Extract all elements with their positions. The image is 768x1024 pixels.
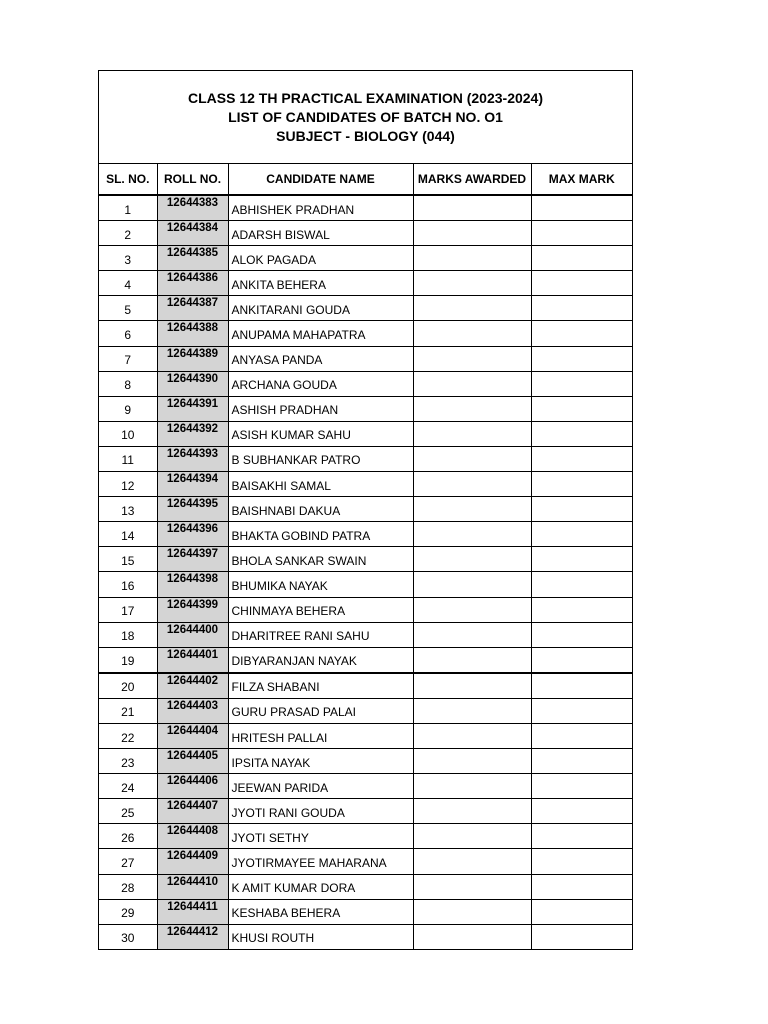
roll-no-cell: 12644398	[157, 572, 228, 597]
marks-awarded-cell[interactable]	[413, 522, 531, 547]
marks-awarded-cell[interactable]	[413, 572, 531, 597]
table-row	[99, 271, 632, 296]
table-row	[99, 346, 632, 371]
roll-no-cell: 12644395	[157, 497, 228, 522]
marks-awarded-cell[interactable]	[413, 196, 531, 221]
candidate-name-cell: BHUMIKA NAYAK	[228, 572, 413, 597]
table-row	[99, 522, 632, 547]
candidate-name-cell: ANKITA BEHERA	[228, 271, 413, 296]
max-mark-cell[interactable]	[531, 246, 632, 271]
sl-no-cell: 1	[99, 196, 157, 221]
marks-awarded-cell[interactable]	[413, 246, 531, 271]
marks-awarded-cell[interactable]	[413, 874, 531, 899]
subject-title: SUBJECT - BIOLOGY (044)	[276, 127, 455, 144]
candidate-name-cell: ANYASA PANDA	[228, 346, 413, 371]
table-row	[99, 446, 632, 471]
roll-no-cell: 12644388	[157, 321, 228, 346]
roll-no-cell: 12644394	[157, 472, 228, 497]
sheet-header	[99, 71, 632, 164]
candidate-name-cell: BAISHNABI DAKUA	[228, 497, 413, 522]
candidate-name-cell: B SUBHANKAR PATRO	[228, 446, 413, 471]
table-row	[99, 698, 632, 723]
max-mark-cell[interactable]	[531, 321, 632, 346]
max-mark-cell[interactable]	[531, 723, 632, 748]
sl-no-cell: 15	[99, 547, 157, 572]
table-row	[99, 472, 632, 497]
max-mark-cell[interactable]	[531, 622, 632, 647]
sl-no-cell: 20	[99, 673, 157, 699]
roll-no-cell: 12644411	[157, 899, 228, 924]
sl-no-cell: 7	[99, 346, 157, 371]
roll-no-cell: 12644386	[157, 271, 228, 296]
candidate-name-cell: DHARITREE RANI SAHU	[228, 622, 413, 647]
max-mark-cell[interactable]	[531, 899, 632, 924]
marks-awarded-cell[interactable]	[413, 673, 531, 699]
marks-awarded-cell[interactable]	[413, 371, 531, 396]
marks-awarded-cell[interactable]	[413, 824, 531, 849]
max-mark-cell[interactable]	[531, 446, 632, 471]
table-row	[99, 774, 632, 799]
max-mark-cell[interactable]	[531, 799, 632, 824]
table-header-row	[99, 164, 632, 195]
roll-no-cell: 12644399	[157, 597, 228, 622]
marks-awarded-cell[interactable]	[413, 749, 531, 774]
candidate-name-cell: KESHABA BEHERA	[228, 899, 413, 924]
sl-no-cell: 13	[99, 497, 157, 522]
max-mark-cell[interactable]	[531, 874, 632, 899]
max-mark-cell[interactable]	[531, 673, 632, 699]
marks-awarded-cell[interactable]	[413, 321, 531, 346]
roll-no-cell: 12644404	[157, 723, 228, 748]
candidate-name-cell: JYOTI RANI GOUDA	[228, 799, 413, 824]
candidate-name-cell: HRITESH PALLAI	[228, 723, 413, 748]
candidate-name-cell: ABHISHEK PRADHAN	[228, 196, 413, 221]
table-row	[99, 196, 632, 221]
max-mark-cell[interactable]	[531, 221, 632, 246]
roll-no-cell: 12644383	[157, 196, 228, 221]
marks-awarded-cell[interactable]	[413, 647, 531, 673]
sl-no-cell: 11	[99, 446, 157, 471]
sl-no-cell: 14	[99, 522, 157, 547]
candidate-name-cell: BAISAKHI SAMAL	[228, 472, 413, 497]
table-row	[99, 799, 632, 824]
column-header-marks-awarded: MARKS AWARDED	[413, 164, 531, 195]
marks-awarded-cell[interactable]	[413, 346, 531, 371]
table-row	[99, 622, 632, 647]
candidate-name-cell: GURU PRASAD PALAI	[228, 698, 413, 723]
sl-no-cell: 23	[99, 749, 157, 774]
sl-no-cell: 21	[99, 698, 157, 723]
max-mark-cell[interactable]	[531, 371, 632, 396]
max-mark-cell[interactable]	[531, 647, 632, 673]
table-row	[99, 497, 632, 522]
candidate-name-cell: FILZA SHABANI	[228, 673, 413, 699]
table-row	[99, 597, 632, 622]
candidate-name-cell: IPSITA NAYAK	[228, 749, 413, 774]
roll-no-cell: 12644408	[157, 824, 228, 849]
roll-no-cell: 12644387	[157, 296, 228, 321]
candidate-name-cell: ASISH KUMAR SAHU	[228, 421, 413, 446]
roll-no-cell: 12644396	[157, 522, 228, 547]
table-body	[99, 195, 632, 949]
column-header-sl-no: SL. NO.	[99, 164, 157, 195]
roll-no-cell: 12644405	[157, 749, 228, 774]
column-header-candidate-name: CANDIDATE NAME	[228, 164, 413, 195]
table-row	[99, 924, 632, 949]
candidate-name-cell: ANUPAMA MAHAPATRA	[228, 321, 413, 346]
roll-no-cell: 12644400	[157, 622, 228, 647]
candidate-name-cell: ALOK PAGADA	[228, 246, 413, 271]
candidate-name-cell: KHUSI ROUTH	[228, 924, 413, 949]
sl-no-cell: 19	[99, 647, 157, 673]
sl-no-cell: 24	[99, 774, 157, 799]
marks-awarded-cell[interactable]	[413, 396, 531, 421]
sl-no-cell: 28	[99, 874, 157, 899]
roll-no-cell: 12644393	[157, 446, 228, 471]
max-mark-cell[interactable]	[531, 196, 632, 221]
sl-no-cell: 3	[99, 246, 157, 271]
roll-no-cell: 12644384	[157, 221, 228, 246]
max-mark-cell[interactable]	[531, 472, 632, 497]
max-mark-cell[interactable]	[531, 849, 632, 874]
roll-no-cell: 12644407	[157, 799, 228, 824]
marks-awarded-cell[interactable]	[413, 271, 531, 296]
sl-no-cell: 22	[99, 723, 157, 748]
roll-no-cell: 12644412	[157, 924, 228, 949]
roll-no-cell: 12644410	[157, 874, 228, 899]
max-mark-cell[interactable]	[531, 547, 632, 572]
candidate-name-cell: CHINMAYA BEHERA	[228, 597, 413, 622]
exam-title: CLASS 12 TH PRACTICAL EXAMINATION (2023-2024)	[188, 89, 543, 106]
roll-no-cell: 12644406	[157, 774, 228, 799]
table-row	[99, 899, 632, 924]
max-mark-cell[interactable]	[531, 271, 632, 296]
max-mark-cell[interactable]	[531, 924, 632, 949]
max-mark-cell[interactable]	[531, 749, 632, 774]
max-mark-cell[interactable]	[531, 572, 632, 597]
max-mark-cell[interactable]	[531, 597, 632, 622]
table-row	[99, 296, 632, 321]
marks-awarded-cell[interactable]	[413, 497, 531, 522]
sl-no-cell: 18	[99, 622, 157, 647]
table-row	[99, 849, 632, 874]
sl-no-cell: 26	[99, 824, 157, 849]
marks-awarded-cell[interactable]	[413, 899, 531, 924]
batch-title: LIST OF CANDIDATES OF BATCH NO. O1	[228, 108, 503, 125]
table-row	[99, 572, 632, 597]
sl-no-cell: 17	[99, 597, 157, 622]
candidate-name-cell: ASHISH PRADHAN	[228, 396, 413, 421]
candidate-name-cell: BHOLA SANKAR SWAIN	[228, 547, 413, 572]
sl-no-cell: 4	[99, 271, 157, 296]
roll-no-cell: 12644392	[157, 421, 228, 446]
table-row	[99, 647, 632, 673]
table-row	[99, 421, 632, 446]
roll-no-cell: 12644397	[157, 547, 228, 572]
max-mark-cell[interactable]	[531, 522, 632, 547]
candidate-name-cell: JEEWAN PARIDA	[228, 774, 413, 799]
sl-no-cell: 10	[99, 421, 157, 446]
marks-awarded-cell[interactable]	[413, 849, 531, 874]
marks-awarded-cell[interactable]	[413, 421, 531, 446]
roll-no-cell: 12644390	[157, 371, 228, 396]
sl-no-cell: 25	[99, 799, 157, 824]
candidate-name-cell: ANKITARANI GOUDA	[228, 296, 413, 321]
marks-awarded-cell[interactable]	[413, 296, 531, 321]
sl-no-cell: 29	[99, 899, 157, 924]
marks-awarded-cell[interactable]	[413, 924, 531, 949]
roll-no-cell: 12644401	[157, 647, 228, 673]
max-mark-cell[interactable]	[531, 296, 632, 321]
roll-no-cell: 12644409	[157, 849, 228, 874]
table-row	[99, 396, 632, 421]
column-header-max-mark: MAX MARK	[531, 164, 632, 195]
marks-awarded-cell[interactable]	[413, 774, 531, 799]
roll-no-cell: 12644403	[157, 698, 228, 723]
sl-no-cell: 12	[99, 472, 157, 497]
column-header-roll-no: ROLL NO.	[157, 164, 228, 195]
table-row	[99, 246, 632, 271]
candidate-name-cell: JYOTIRMAYEE MAHARANA	[228, 849, 413, 874]
max-mark-cell[interactable]	[531, 346, 632, 371]
max-mark-cell[interactable]	[531, 396, 632, 421]
marks-awarded-cell[interactable]	[413, 547, 531, 572]
table-row	[99, 874, 632, 899]
roll-no-cell: 12644389	[157, 346, 228, 371]
max-mark-cell[interactable]	[531, 698, 632, 723]
roll-no-cell: 12644385	[157, 246, 228, 271]
candidate-table	[99, 164, 633, 949]
max-mark-cell[interactable]	[531, 421, 632, 446]
sl-no-cell: 9	[99, 396, 157, 421]
marks-awarded-cell[interactable]	[413, 698, 531, 723]
max-mark-cell[interactable]	[531, 497, 632, 522]
marks-awarded-cell[interactable]	[413, 472, 531, 497]
table-row	[99, 547, 632, 572]
roll-no-cell: 12644402	[157, 673, 228, 699]
candidate-name-cell: K AMIT KUMAR DORA	[228, 874, 413, 899]
marks-awarded-cell[interactable]	[413, 597, 531, 622]
sl-no-cell: 6	[99, 321, 157, 346]
sl-no-cell: 30	[99, 924, 157, 949]
candidate-name-cell: ARCHANA GOUDA	[228, 371, 413, 396]
roll-no-cell: 12644391	[157, 396, 228, 421]
marks-awarded-cell[interactable]	[413, 799, 531, 824]
candidate-name-cell: JYOTI SETHY	[228, 824, 413, 849]
sl-no-cell: 8	[99, 371, 157, 396]
candidate-list-sheet	[98, 70, 633, 950]
sl-no-cell: 16	[99, 572, 157, 597]
table-row	[99, 824, 632, 849]
max-mark-cell[interactable]	[531, 774, 632, 799]
candidate-name-cell: ADARSH BISWAL	[228, 221, 413, 246]
sl-no-cell: 2	[99, 221, 157, 246]
table-row	[99, 321, 632, 346]
sl-no-cell: 27	[99, 849, 157, 874]
max-mark-cell[interactable]	[531, 824, 632, 849]
marks-awarded-cell[interactable]	[413, 723, 531, 748]
table-row	[99, 371, 632, 396]
sl-no-cell: 5	[99, 296, 157, 321]
marks-awarded-cell[interactable]	[413, 446, 531, 471]
candidate-name-cell: BHAKTA GOBIND PATRA	[228, 522, 413, 547]
candidate-name-cell: DIBYARANJAN NAYAK	[228, 647, 413, 673]
table-row	[99, 221, 632, 246]
marks-awarded-cell[interactable]	[413, 221, 531, 246]
marks-awarded-cell[interactable]	[413, 622, 531, 647]
table-row	[99, 749, 632, 774]
table-row	[99, 673, 632, 699]
table-row	[99, 723, 632, 748]
